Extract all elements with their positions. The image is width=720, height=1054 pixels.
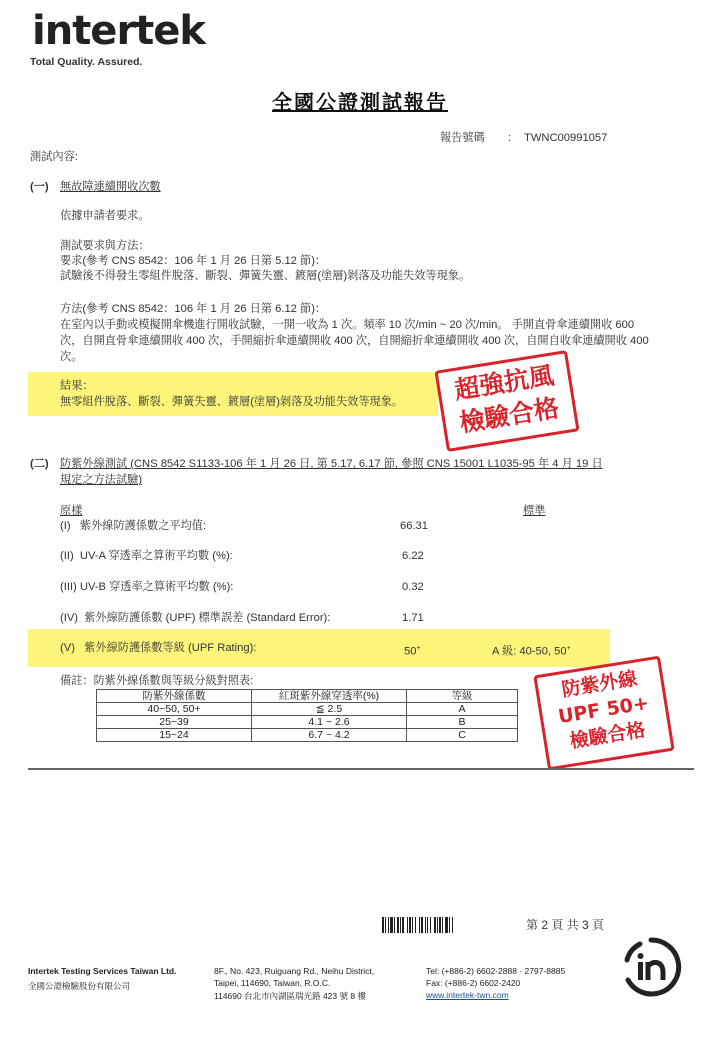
upf-stamp [533,656,674,771]
stamp1-line1: 超強抗風 [452,360,556,405]
table-cell: C [407,729,518,742]
section1-result-label: 結果： [60,380,94,392]
section1-method-line1: 方法(參考 CNS 8542：106 年 1 月 26 日第 6.12 節)： [60,303,327,315]
table-header-cell: 等級 [407,690,518,703]
section2-number: (二) [30,458,49,470]
row-5-value: 50+ [404,645,421,658]
section1-title: 無故障連續開收次數 [60,181,161,193]
footer-address-line3: 114690 台北市內湖區瑞光路 423 號 8 樓 [214,991,366,1001]
footer-website-link[interactable]: www.intertek-twn.com [426,990,509,1000]
test-content-label: 測試內容: [30,151,78,163]
section1-method-line3: 次，自開直骨傘連續開收 400 次，手開縮折傘連續開收 400 次，自開縮折傘連續開收 400 次，自開自收傘連續開收 400 [60,335,649,347]
footer-address-line1: 8F., No. 423, Ruiguang Rd., Neihu District, [214,966,375,976]
table-row [97,716,518,729]
footer-address-line2: Taipei, 114690, Taiwan, R.O.C. [214,978,331,988]
table-row [97,729,518,742]
table-cell: A [407,703,518,716]
column-standard: 標準 [523,505,546,517]
section1-req-line1: 要求(參考 CNS 8542：106 年 1 月 26 日第 5.12 節)： [60,255,327,267]
upf-classification-table [96,689,518,742]
section1-method-line4: 次。 [60,351,83,363]
intertek-logo: intertek [32,8,206,54]
stamp1-line2: 檢驗合格 [457,393,561,438]
section1-request: 依據申請者要求。 [60,210,150,222]
page-title: 全國公證測試報告 [272,92,448,114]
stamp2-line3: 檢驗合格 [568,718,647,753]
stamp2-line1: 防紫外線 [560,667,639,702]
report-number-label: 報告號碼 [440,132,485,144]
row-4-label: (IV) 紫外線防護係數 (UPF) 標準誤差 (Standard Error): [60,612,331,624]
row-1-label: (I) 紫外線防護係數之平均值: [60,520,207,532]
barcode-icon [382,917,522,933]
table-header-cell: 紅斑紫外線穿透率(%) [252,690,407,703]
section1-result-text: 無零組件脫落、斷裂、彈簧失靈、鍍層(塗層)剝落及功能失效等現象。 [60,396,404,408]
footer-fax: Fax: (+886-2) 6602-2420 [426,978,521,988]
page-number: 第 2 頁 共 3 頁 [526,918,605,932]
table-cell: 40~50, 50+ [97,703,252,716]
stamp2-line2: UPF 50+ [556,692,651,729]
table-cell: 6.7 ~ 4.2 [252,729,407,742]
footer-company-zh: 全國公證檢驗股份有限公司 [28,981,131,991]
section-divider [28,768,694,770]
footer-tel: Tel: (+886-2) 6602-2888 · 2797-8885 [426,966,566,976]
table-header-row [97,690,518,703]
table-row [97,703,518,716]
intertek-in-badge-icon [618,934,684,1000]
row-5-standard: A 級: 40-50, 50+ [492,645,571,658]
row-3-label: (III) UV-B 穿透率之算術平均數 (%): [60,581,234,593]
row-2-value: 6.22 [402,550,424,562]
report-number: TWNC00991057 [524,132,608,144]
table-cell: 25~39 [97,716,252,729]
section2-title-line2: 規定之方法試驗) [60,474,143,486]
wind-resistance-stamp [434,350,579,452]
table-header-cell: 防紫外線係數 [97,690,252,703]
table-cell: 4.1 ~ 2.6 [252,716,407,729]
table-cell: 15~24 [97,729,252,742]
table-cell: B [407,716,518,729]
report-number-colon: : [508,132,512,144]
table-cell: ≦ 2.5 [252,703,407,716]
row-3-value: 0.32 [402,581,424,593]
classification-note: 備註：防紫外線係數與等級分級對照表: [60,675,254,687]
section2-title-line1: 防紫外線測試 (CNS 8542 S1133-106 年 1 月 26 日, 第 5.17, 6.17 節, 參照 CNS 15001 L1035-95 年 4 月 19 日 [60,458,603,470]
section1-method-line2: 在室內以手動或模擬開傘機進行開收試驗，一開一收為 1 次。頻率 10 次/min ~ 20 次/min。 手開直骨傘連續開收 600 [60,319,635,331]
row-2-label: (II) UV-A 穿透率之算術平均數 (%): [60,550,233,562]
column-sample: 原樣 [60,505,83,517]
footer-company-en: Intertek Testing Services Taiwan Ltd. [28,966,177,976]
row-1-value: 66.31 [400,520,428,532]
section1-req-heading: 測試要求與方法： [60,240,150,252]
tagline: Total Quality. Assured. [30,56,143,68]
row-5-label: (V) 紫外線防護係數等級 (UPF Rating): [60,642,257,654]
section1-req-line2: 試驗後不得發生零組件脫落、斷裂、彈簧失靈、鍍層(塗層)剝落及功能失效等現象。 [60,270,471,282]
row-4-value: 1.71 [402,612,424,624]
section1-number: (一) [30,181,49,193]
